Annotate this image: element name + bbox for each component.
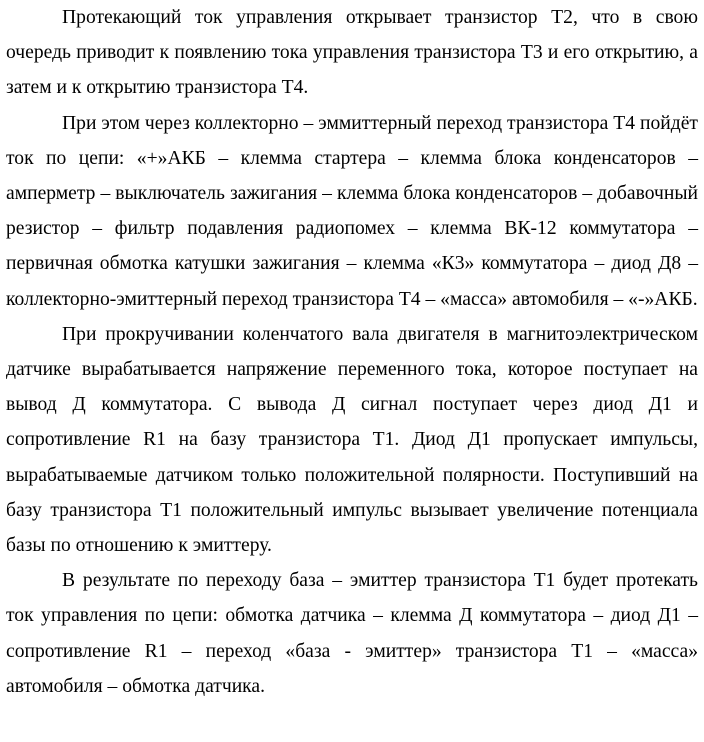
document-page — [6, 0, 698, 704]
paragraph-control-current: В результате по переходу база – эмиттер транзистора Т1 будет протекать ток управления по цепи: обмотка датчика – клемма Д коммутатора – диод Д1 – сопротивление R1 – переход «база - эмиттер» транзистора Т1 – «масса» автомобиля – обмотка датчика. — [6, 570, 698, 697]
paragraph-sensor-signal: При прокручивании коленчатого вала двигателя в магнитоэлектрическом датчике вырабатывается напряжение переменного тока, которое поступает на вывод Д коммутатора. С вывода Д сигнал поступает через диод Д1 и сопротивление R1 на базу транзистора Т1. Диод Д1 пропускает импульсы, вырабатываемые датчиком только положительной полярности. Поступивший на базу транзистора Т1 положительный импульс вызывает увеличение потенциала базы по отношению к эмиттеру. — [6, 323, 698, 557]
paragraph-transistor-opening: Протекающий ток управления открывает транзистор Т2, что в свою очередь приводит к появлению тока управления транзистора Т3 и его открытию, а затем и к открытию транзистора Т4. — [6, 7, 698, 99]
paragraph-current-circuit: При этом через коллекторно – эммиттерный переход транзистора Т4 пойдёт ток по цепи: «+»АКБ – клемма стартера – клемма блока конденсаторов – амперметр – выключатель зажигания – клемма блока конденсаторов – добавочный резистор – фильтр подавления радиопомех – клемма ВК-12 коммутатора – первичная обмотка катушки зажигания – клемма «К3» коммутатора – диод Д8 – коллекторно-эмиттерный переход транзистора Т4 – «масса» автомобиля – «-»АКБ. — [6, 112, 698, 310]
